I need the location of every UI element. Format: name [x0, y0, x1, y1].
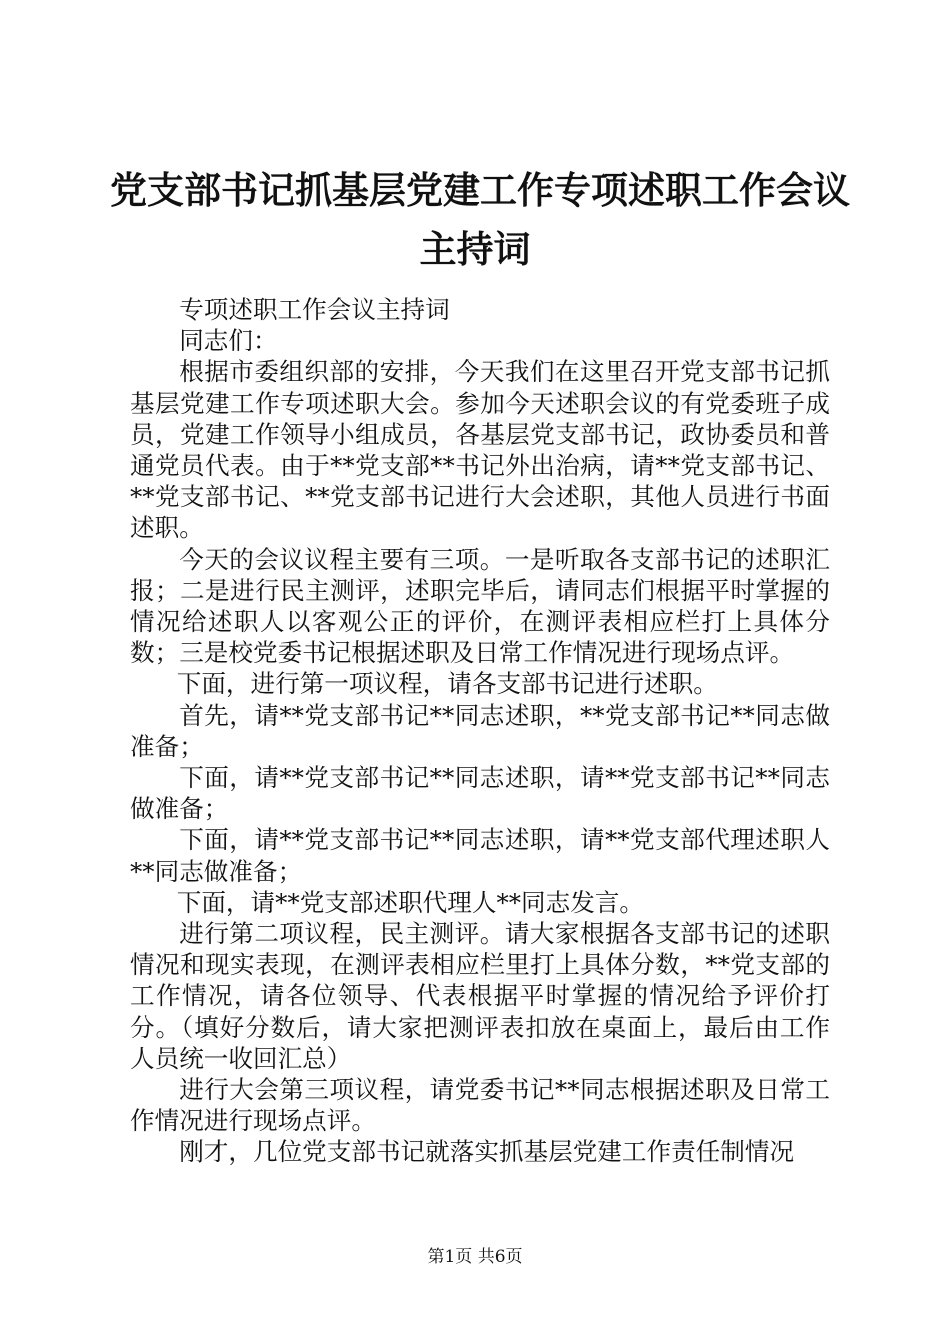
paragraph: 今天的会议议程主要有三项。一是听取各支部书记的述职汇报；二是进行民主测评，述职完毕后，请同志们根据平时掌握的情况给述职人以客观公正的评价，在测评表相应栏打上具体分数；三是校党委书记根据述职及日常工作情况进行现场点评。	[130, 544, 830, 668]
paragraph-subtitle: 专项述职工作会议主持词	[179, 295, 450, 324]
document-body	[130, 294, 830, 1168]
paragraph: 刚才，几位党支部书记就落实抓基层党建工作责任制情况	[179, 1137, 795, 1167]
paragraph: 进行大会第三项议程，请党委书记**同志根据述职及日常工作情况进行现场点评。	[130, 1075, 830, 1136]
paragraph: 下面，请**党支部书记**同志述职，请**党支部代理述职人**同志做准备；	[130, 825, 830, 886]
paragraph: 下面，请**党支部书记**同志述职，请**党支部书记**同志做准备；	[130, 763, 830, 824]
paragraph: 首先，请**党支部书记**同志述职，**党支部书记**同志做准备；	[130, 700, 830, 761]
paragraph: 下面，请**党支部述职代理人**同志发言。	[176, 887, 645, 917]
page-footer: 第1页 共6页	[427, 1247, 523, 1267]
document-title-line2: 主持词	[419, 228, 531, 271]
document-title-line1: 党支部书记抓基层党建工作专项述职工作会议	[110, 169, 850, 212]
paragraph: 进行第二项议程，民主测评。请大家根据各支部书记的述职情况和现实表现，在测评表相应栏里打上具体分数，**党支部的工作情况，请各位领导、代表根据平时掌握的情况给予评价打分。（填好分数后，请大家把测评表扣放在桌面上，最后由工作人员统一收回汇总）	[130, 919, 830, 1073]
paragraph: 下面，进行第一项议程，请各支部书记进行述职。	[176, 669, 718, 699]
paragraph-salutation: 同志们：	[179, 326, 278, 356]
paragraph: 根据市委组织部的安排，今天我们在这里召开党支部书记抓基层党建工作专项述职大会。参加今天述职会议的有党委班子成员，党建工作领导小组成员，各基层党支部书记，政协委员和普通党员代表。由于**党支部**书记外出治病，请**党支部书记、**党支部书记、**党支部书记进行大会述职，其他人员进行书面述职。	[130, 357, 830, 543]
